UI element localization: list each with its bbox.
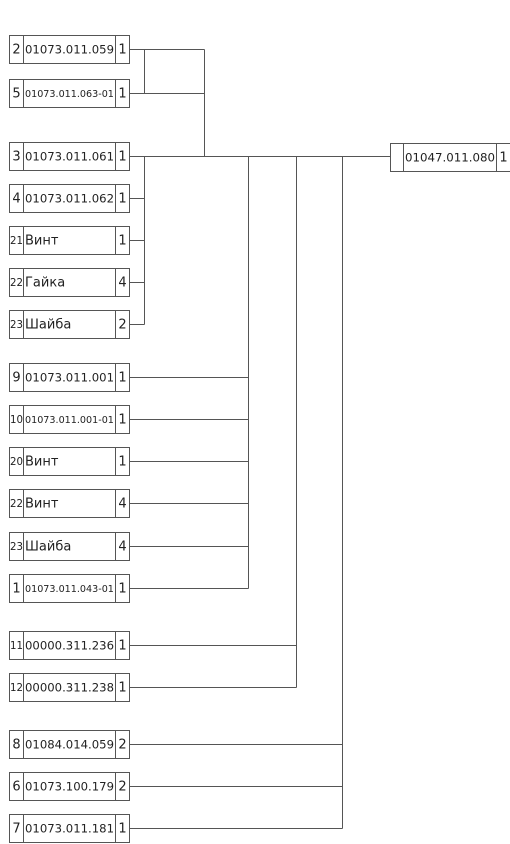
designation-text: 01073.011.063-01 — [25, 89, 114, 100]
quantity-value: 1 — [118, 412, 127, 428]
designation-text: Винт — [25, 233, 59, 249]
part-box — [10, 311, 130, 339]
position-number: 5 — [12, 86, 21, 102]
quantity-value: 4 — [118, 275, 127, 291]
position-number: 8 — [12, 737, 21, 753]
part-group — [10, 731, 130, 843]
position-number: 7 — [12, 821, 21, 837]
position-number: 1 — [12, 581, 21, 597]
part-box — [10, 533, 130, 561]
designation-text: 01073.011.001 — [25, 370, 114, 385]
quantity-value: 1 — [118, 149, 127, 165]
position-number: 22 — [10, 499, 23, 510]
designation-text: 01073.100.179 — [25, 779, 114, 794]
quantity-value: 1 — [118, 680, 127, 696]
quantity-value: 2 — [118, 779, 127, 795]
part-group — [10, 364, 130, 603]
quantity-value: 2 — [118, 317, 127, 333]
quantity-value: 1 — [118, 42, 127, 58]
designation-text: 01047.011.080 — [405, 150, 495, 165]
quantity-value: 1 — [118, 821, 127, 837]
position-number: 4 — [12, 191, 21, 207]
part-box — [10, 731, 130, 759]
position-number: 10 — [10, 415, 23, 426]
part-box — [10, 815, 130, 843]
part-box — [10, 674, 130, 702]
quantity-value: 1 — [118, 370, 127, 386]
position-number: 11 — [10, 641, 23, 652]
quantity-value: 1 — [499, 150, 508, 166]
designation-text: 01073.011.043-01 — [25, 584, 114, 595]
position-number: 12 — [10, 683, 23, 694]
part-group — [10, 36, 130, 108]
position-number: 2 — [12, 42, 21, 58]
designation-text: 01073.011.181 — [25, 821, 114, 836]
position-number: 3 — [12, 149, 21, 165]
designation-text: 01084.014.059 — [25, 737, 114, 752]
part-box — [10, 269, 130, 297]
quantity-value: 2 — [118, 737, 127, 753]
designation-text: 01073.011.059 — [25, 42, 114, 57]
quantity-value: 1 — [118, 581, 127, 597]
position-number-cell — [391, 144, 404, 172]
quantity-value: 1 — [118, 454, 127, 470]
part-box — [10, 773, 130, 801]
designation-text: 00000.311.236 — [25, 638, 114, 653]
part-box — [10, 227, 130, 255]
part-box — [10, 448, 130, 476]
designation-text: Винт — [25, 454, 59, 470]
quantity-value: 1 — [118, 191, 127, 207]
part-box — [10, 575, 130, 603]
part-box — [10, 143, 130, 171]
part-box — [10, 80, 130, 108]
root-assembly-box — [391, 144, 510, 172]
quantity-value: 1 — [118, 233, 127, 249]
connector-lines — [130, 50, 390, 829]
quantity-value: 1 — [118, 638, 127, 654]
designation-text: 01073.011.061 — [25, 149, 114, 164]
part-box — [10, 185, 130, 213]
position-number: 21 — [10, 236, 23, 247]
position-number: 9 — [12, 370, 21, 386]
part-box — [10, 406, 130, 434]
quantity-value: 1 — [118, 86, 127, 102]
part-group — [10, 632, 130, 702]
quantity-value: 4 — [118, 496, 127, 512]
part-box — [10, 490, 130, 518]
position-number: 20 — [10, 457, 23, 468]
designation-text: 01073.011.001-01 — [25, 415, 114, 426]
position-number: 22 — [10, 278, 23, 289]
position-number: 23 — [10, 320, 23, 331]
designation-text: 01073.011.062 — [25, 191, 114, 206]
designation-text: 00000.311.238 — [25, 680, 114, 695]
part-box — [10, 36, 130, 64]
designation-text: Шайба — [25, 539, 72, 555]
position-number: 6 — [12, 779, 21, 795]
designation-text: Гайка — [25, 275, 66, 291]
quantity-value: 4 — [118, 539, 127, 555]
designation-text: Шайба — [25, 317, 72, 333]
position-number: 23 — [10, 542, 23, 553]
part-group — [10, 143, 130, 339]
part-box — [10, 364, 130, 392]
designation-text: Винт — [25, 496, 59, 512]
part-box — [10, 632, 130, 660]
